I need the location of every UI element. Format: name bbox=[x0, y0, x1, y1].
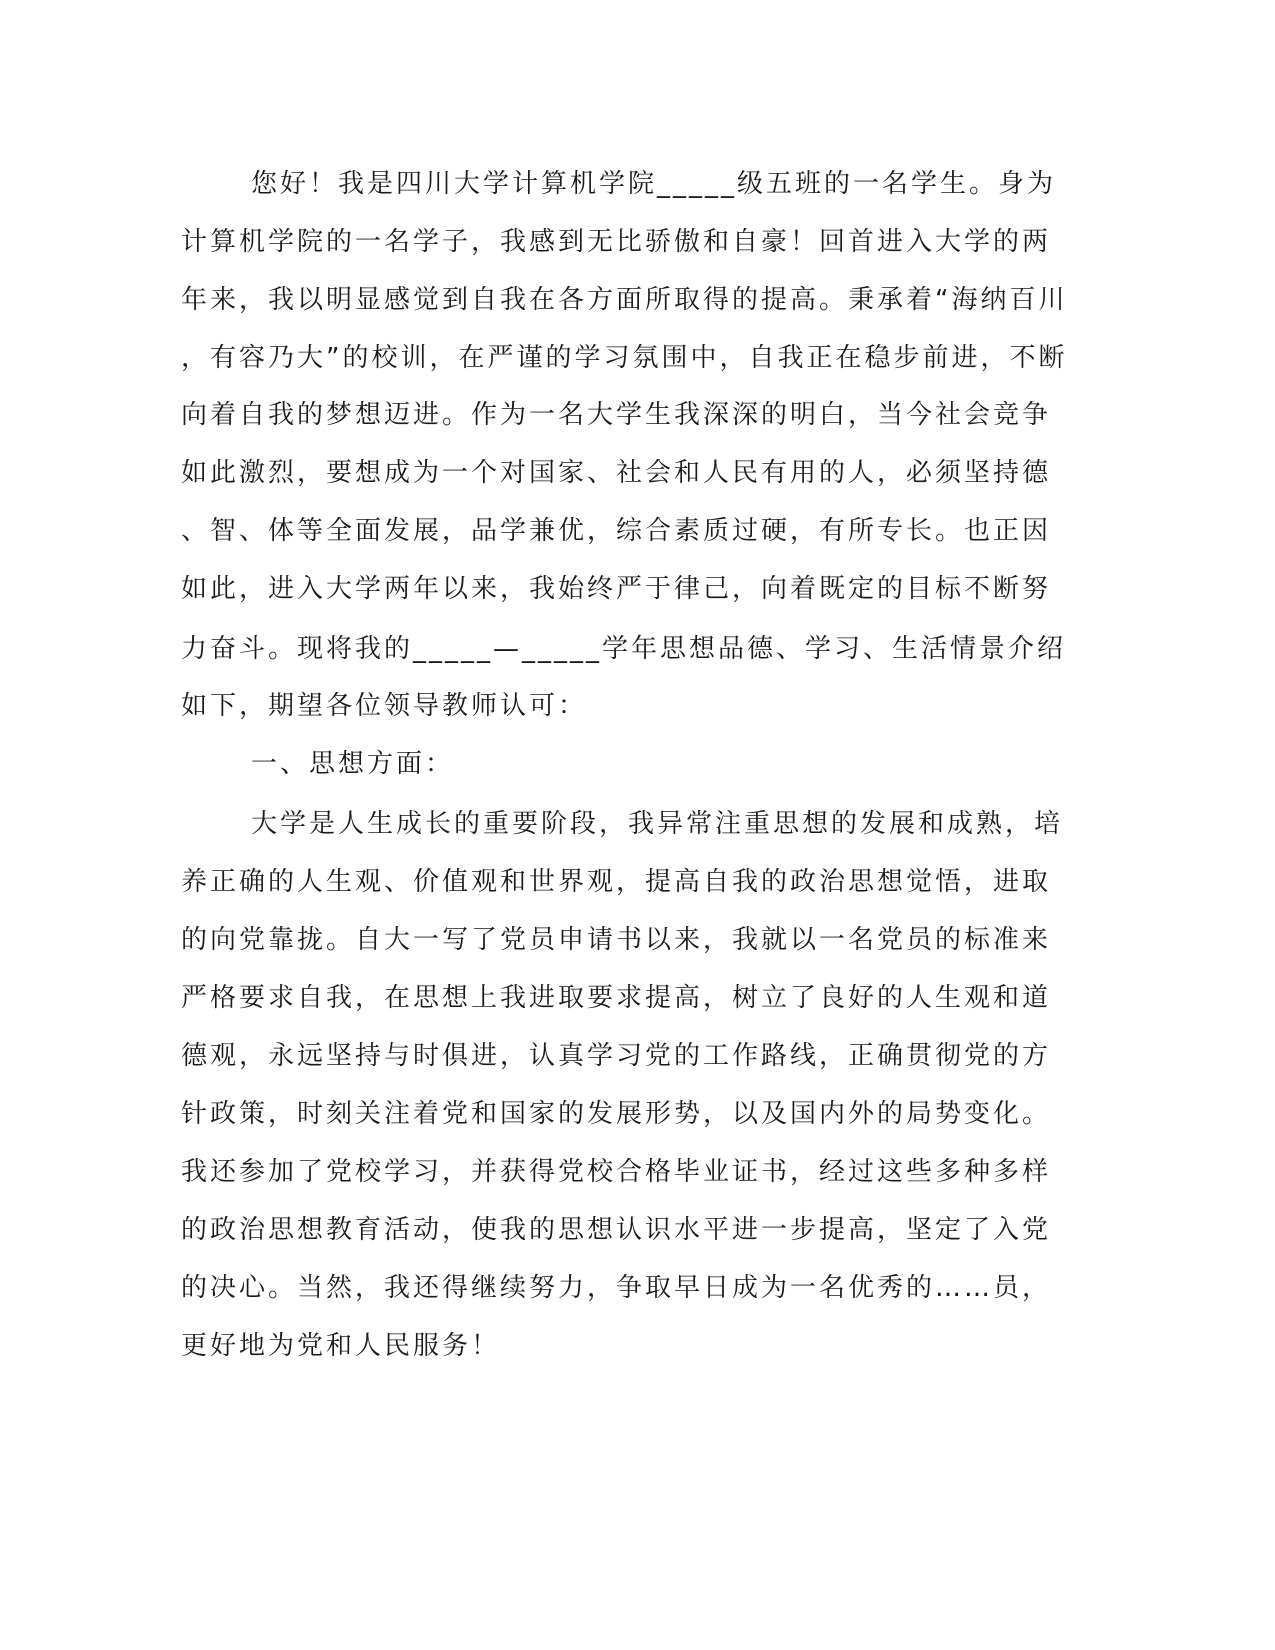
section-line-4: 严格要求自我，在思想上我进取要求提高，树立了良好的人生观和道 bbox=[181, 983, 1052, 1013]
intro-line-7: 、智、体等全面发展，品学兼优，综合素质过硬，有所专长。也正因 bbox=[181, 516, 1052, 546]
section-line-6: 针政策，时刻关注着党和国家的发展形势，以及国内外的局势变化。 bbox=[181, 1099, 1052, 1129]
intro-line-2: 计算机学院的一名学子，我感到无比骄傲和自豪！回首进入大学的两 bbox=[181, 227, 1052, 257]
intro-line-5: 向着自我的梦想迈进。作为一名大学生我深深的明白，当今社会竞争 bbox=[181, 400, 1052, 430]
section-line-8: 的政治思想教育活动，使我的思想认识水平进一步提高，坚定了入党 bbox=[181, 1215, 1052, 1245]
intro-line-1: 您好！我是四川大学计算机学院_____级五班的一名学生。身为 bbox=[251, 169, 1057, 199]
section-line-3: 的向党靠拢。自大一写了党员申请书以来，我就以一名党员的标准来 bbox=[181, 925, 1052, 955]
section-line-5: 德观，永远坚持与时俱进，认真学习党的工作路线，正确贯彻党的方 bbox=[181, 1041, 1052, 1071]
intro-line-3: 年来，我以明显感觉到自我在各方面所取得的提高。秉承着“海纳百川 bbox=[181, 285, 1068, 315]
intro-line-4: ，有容乃大”的校训，在严谨的学习氛围中，自我正在稳步前进，不断 bbox=[181, 343, 1068, 373]
intro-line-6: 如此激烈，要想成为一个对国家、社会和人民有用的人，必须坚持德 bbox=[181, 458, 1052, 488]
section-line-7: 我还参加了党校学习，并获得党校合格毕业证书，经过这些多种多样 bbox=[181, 1157, 1052, 1187]
section-line-2: 养正确的人生观、价值观和世界观，提高自我的政治思想觉悟，进取 bbox=[181, 867, 1052, 897]
intro-line-8: 如此，进入大学两年以来，我始终严于律己，向着既定的目标不断努 bbox=[181, 574, 1052, 604]
section-line-9: 的决心。当然，我还得继续努力，争取早日成为一名优秀的……员， bbox=[181, 1273, 1052, 1303]
section-line-10: 更好地为党和人民服务！ bbox=[181, 1331, 501, 1361]
section-heading: 一、思想方面： bbox=[251, 749, 455, 779]
intro-line-9: 力奋斗。现将我的_____—_____学年思想品德、学习、生活情景介绍 bbox=[181, 634, 1067, 664]
intro-line-10: 如下，期望各位领导教师认可： bbox=[181, 691, 588, 721]
section-line-1: 大学是人生成长的重要阶段，我异常注重思想的发展和成熟，培 bbox=[251, 809, 1064, 839]
